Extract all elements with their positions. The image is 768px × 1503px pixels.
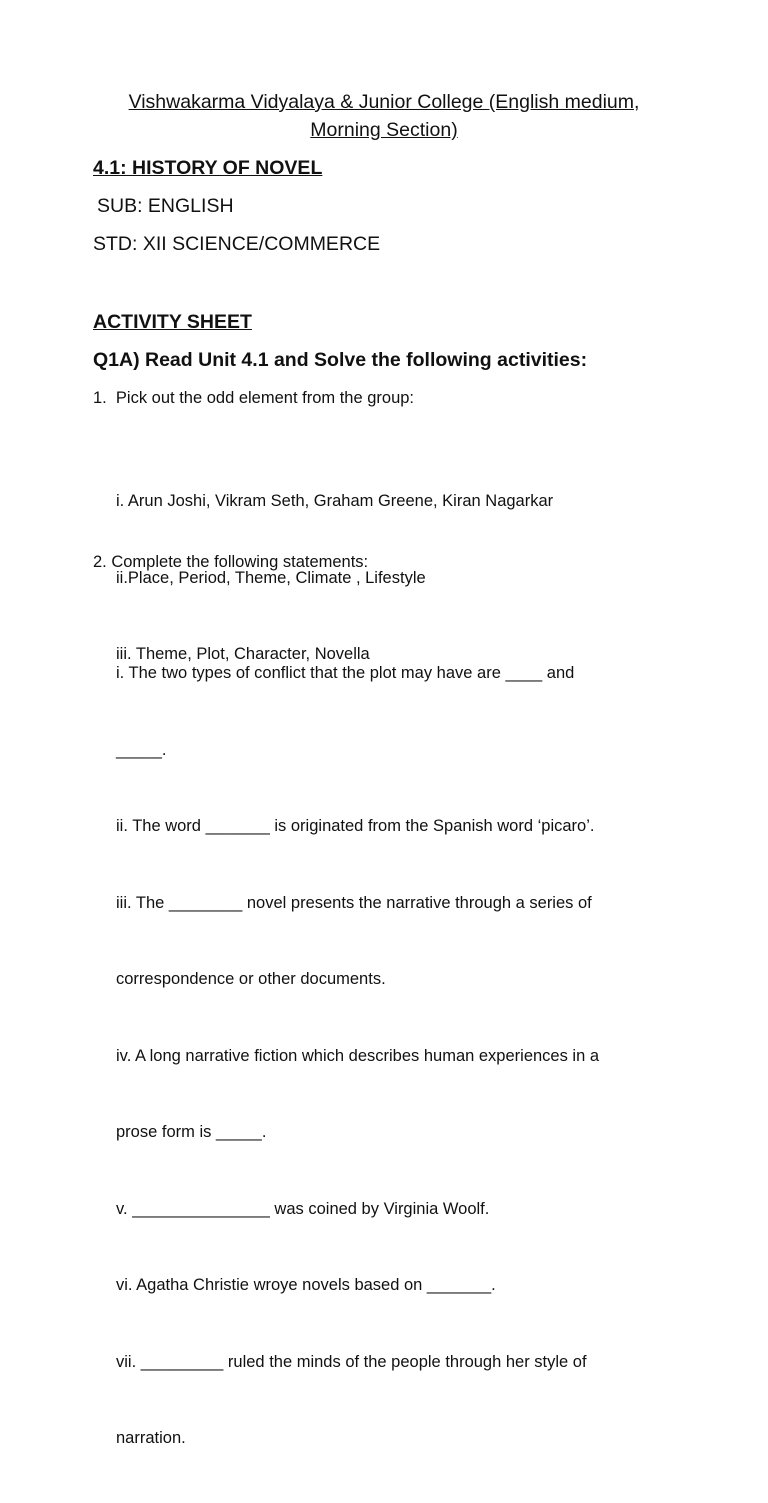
activity-sheet-title: ACTIVITY SHEET [93, 311, 252, 333]
statement-line: iii. The ________ novel presents the narrative through a series of [116, 893, 592, 912]
topic-heading: 4.1: HISTORY OF NOVEL [93, 157, 323, 179]
question-1-prompt: 1. Pick out the odd element from the group: [93, 389, 415, 407]
list-item: iii. Theme, Plot, Character, Novella [116, 645, 370, 663]
statement-line: v. _______________ was coined by Virginia Woolf. [116, 1199, 490, 1218]
list-item: i. Arun Joshi, Vikram Seth, Graham Greene, Kiran Nagarkar [116, 492, 554, 510]
complete-statements-list [116, 610, 599, 1503]
standard-label: STD: XII SCIENCE/COMMERCE [93, 233, 381, 255]
list-item: ii.Place, Period, Theme, Climate , Lifestyle [116, 568, 426, 587]
school-name-line-2: Morning Section) [310, 119, 458, 141]
statement-line: vi. Agatha Christie wroye novels based on _______. [116, 1276, 496, 1294]
subject-label: SUB: ENGLISH [97, 195, 234, 217]
statement-line: narration. [116, 1429, 186, 1447]
statement-line: iv. A long narrative fiction which describes human experiences in a [116, 1046, 600, 1065]
question-1a-heading: Q1A) Read Unit 4.1 and Solve the following activities: [93, 349, 588, 371]
statement-line: correspondence or other documents. [116, 970, 386, 988]
statement-line: _____. [116, 740, 167, 759]
statement-line: prose form is _____. [116, 1123, 267, 1141]
school-name [96, 88, 672, 144]
school-name-line-1: Vishwakarma Vidyalaya & Junior College (English medium, [128, 91, 640, 113]
statement-line: i. The two types of conflict that the plot may have are ____ and [116, 664, 575, 682]
statement-line: ii. The word _______ is originated from the Spanish word ‘picaro’. [116, 817, 595, 835]
statement-line: vii. _________ ruled the minds of the people through her style of [116, 1352, 587, 1371]
question-2-prompt: 2. Complete the following statements: [93, 553, 369, 571]
